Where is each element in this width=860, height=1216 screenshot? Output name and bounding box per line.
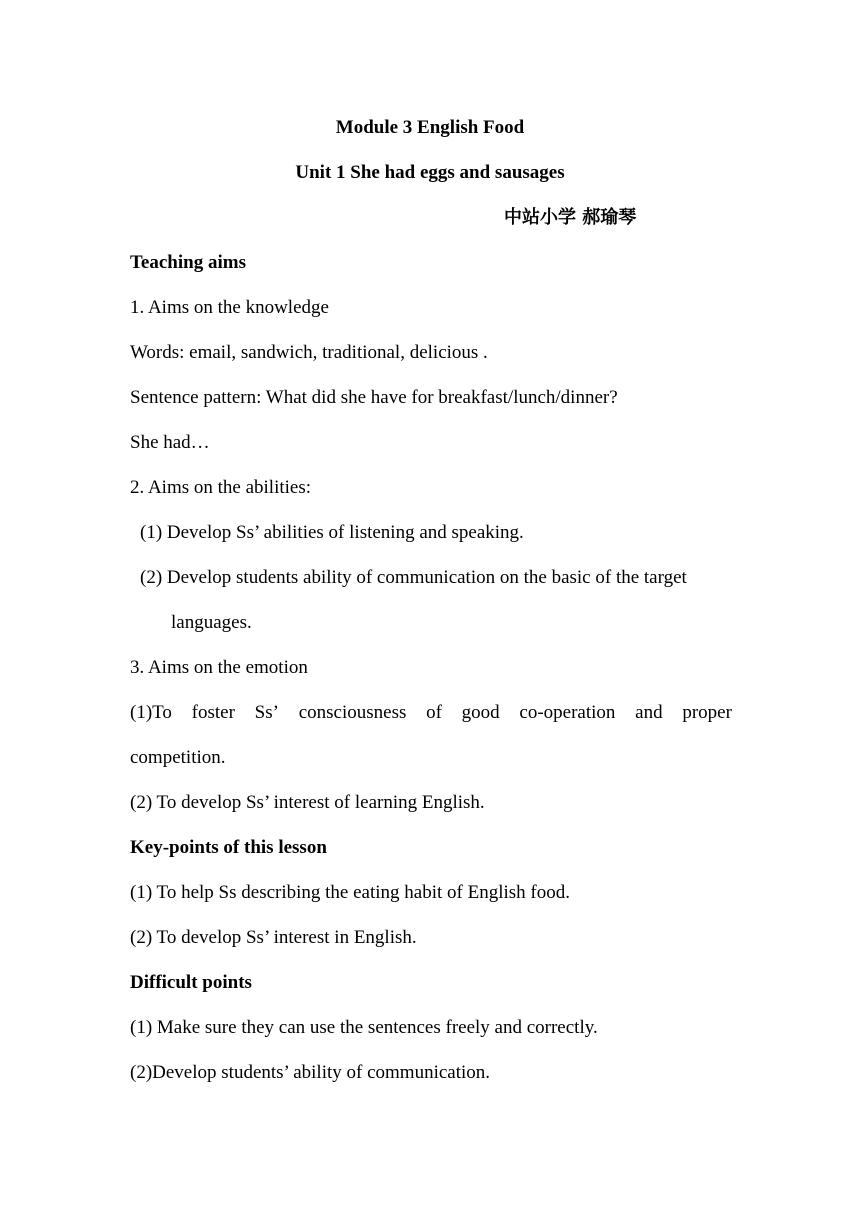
word: proper	[682, 702, 732, 723]
difficult-points-item-1: (1) Make sure they can use the sentences freely and correctly.	[130, 1017, 598, 1038]
key-points-heading: Key-points of this lesson	[130, 837, 327, 858]
word: co-operation	[519, 702, 616, 723]
abilities-aims-heading: 2. Aims on the abilities:	[130, 477, 312, 498]
abilities-item-2-line-1: (2) Develop students ability of communication on the basic of the target	[140, 567, 687, 588]
document-subtitle: Unit 1 She had eggs and sausages	[295, 162, 565, 183]
knowledge-aims-heading: 1. Aims on the knowledge	[130, 297, 329, 318]
word: and	[635, 702, 663, 723]
key-points-item-2: (2) To develop Ss’ interest in English.	[130, 927, 417, 948]
emotion-item-1-line-1	[130, 701, 732, 725]
word: good	[461, 702, 500, 723]
abilities-item-1: (1) Develop Ss’ abilities of listening and speaking.	[140, 522, 524, 543]
difficult-points-heading: Difficult points	[130, 972, 252, 993]
emotion-aims-heading: 3. Aims on the emotion	[130, 657, 308, 678]
word: of	[426, 702, 442, 723]
teaching-aims-heading: Teaching aims	[130, 252, 246, 273]
emotion-item-2: (2) To develop Ss’ interest of learning English.	[130, 792, 485, 813]
word: (1)To	[130, 702, 172, 723]
word: Ss’	[254, 702, 279, 723]
emotion-item-1-line-2: competition.	[130, 747, 226, 768]
document-title: Module 3 English Food	[335, 117, 525, 138]
difficult-points-item-2: (2)Develop students’ ability of communication.	[130, 1062, 491, 1083]
key-points-item-1: (1) To help Ss describing the eating habit of English food.	[130, 882, 570, 903]
she-had-line: She had…	[130, 432, 210, 453]
abilities-item-2-line-2: languages.	[171, 612, 252, 633]
author-line: 中站小学 郝瑜琴	[504, 207, 637, 228]
sentence-pattern-line: Sentence pattern: What did she have for breakfast/lunch/dinner?	[130, 387, 618, 408]
word: foster	[191, 702, 235, 723]
word: consciousness	[298, 702, 407, 723]
words-line: Words: email, sandwich, traditional, delicious .	[130, 342, 488, 363]
